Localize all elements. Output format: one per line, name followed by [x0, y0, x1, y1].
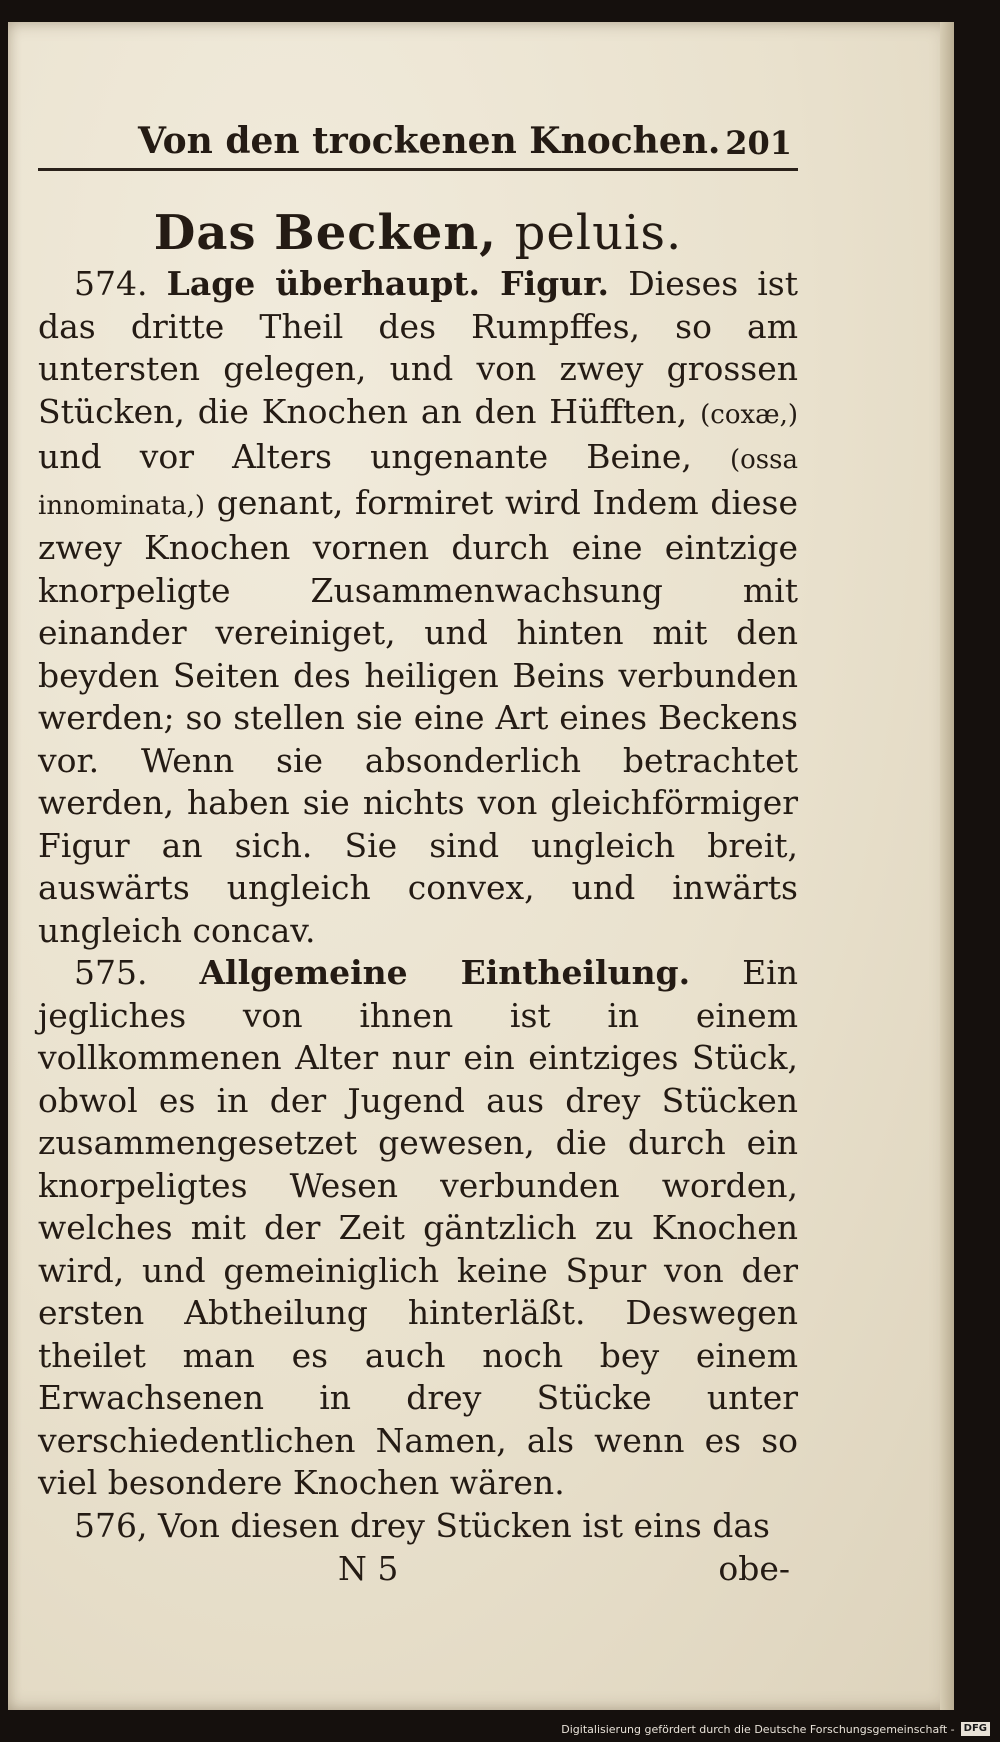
catchword: obe-: [718, 1549, 790, 1588]
page-footer: [38, 1549, 798, 1588]
paragraph-text: Ein jegliches von ihnen ist in einem vollkommenen Alter nur ein eintziges Stück, obwol es in der Jugend aus drey Stücken zusammengesetzet gewesen, die durch ein knorpeligtes Wesen verbunden worden, welches mit der Zeit gäntzlich zu Knochen wird, und gemeiniglich keine Spur von der ersten Abtheilung hinterläßt. Deswegen theilet man es auch noch bey einem Erwachsenen in drey Stücke unter verschiedentlichen Namen, als wenn es so viel besondere Knochen wären.: [38, 953, 798, 1502]
book-page: [8, 22, 954, 1710]
paragraph-heading: Lage überhaupt. Figur.: [166, 264, 610, 303]
dfg-logo: DFG: [961, 1722, 990, 1736]
latin-term: (coxæ,): [700, 399, 798, 430]
paragraph-number: 576,: [74, 1505, 148, 1545]
paragraph-574: [38, 263, 798, 952]
paragraph-text: und vor Alters ungenante Beine,: [38, 437, 692, 476]
paragraph-text: genant, formiret wird Indem diese zwey Knochen vornen durch eine eintzige knorpeligte Zusammenwachsung mit einander vereiniget, und hinten mit den beyden Seiten des heiligen Beins verbunden werden; so stellen sie eine Art eines Beckens vor. Wenn sie absonderlich betrachtet werden, haben sie nichts von gleichförmiger Figur an sich. Sie sind ungleich breit, auswärts ungleich convex, und inwärts ungleich concav.: [38, 482, 798, 950]
running-header: [38, 112, 798, 171]
section-title-latin: peluis.: [514, 205, 683, 261]
paragraph-576: [38, 1505, 798, 1548]
paragraph-number: 574.: [74, 264, 148, 303]
signature-mark: N 5: [338, 1549, 399, 1588]
attribution-text: Digitalisierung gefördert durch die Deutsche Forschungsgemeinschaft -: [561, 1722, 955, 1736]
digitization-attribution: [561, 1722, 990, 1736]
section-title: [38, 205, 798, 261]
paragraph-text: Dieses ist das dritte Theil des Rumpffes, so am untersten gelegen, und von zwey grossen Stücken, die Knochen an den Hüfften,: [38, 264, 799, 431]
paragraph-575: [38, 952, 798, 1505]
paragraph-heading: Allgemeine Eintheilung.: [199, 953, 691, 992]
paragraph-text: Von diesen drey Stücken ist eins das: [157, 1505, 770, 1545]
section-title-german: Das Becken,: [153, 205, 497, 261]
paragraph-number: 575.: [74, 953, 148, 992]
running-title: Von den trockenen Knochen.: [138, 120, 721, 162]
latin-term: (ossa innominata,): [38, 445, 798, 521]
page-number: 201: [725, 124, 792, 162]
page-text-block: [38, 112, 798, 1588]
page-edge: [940, 22, 954, 1710]
